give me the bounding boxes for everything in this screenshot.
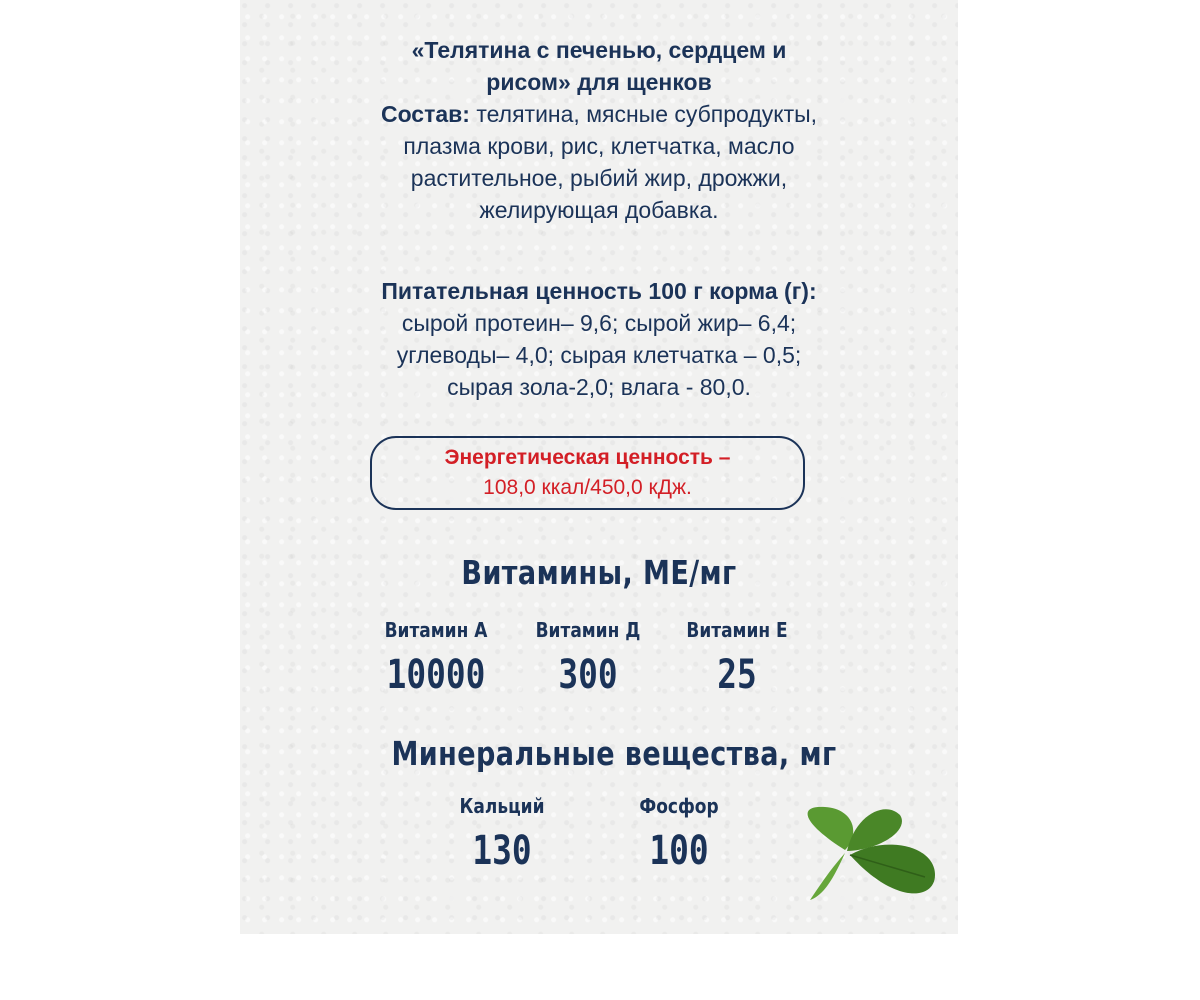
leaf-4 [810, 853, 845, 900]
product-title-line2: рисом» для щенков [486, 69, 712, 95]
vitamin-a [351, 618, 521, 698]
phosphorus-value: 100 [649, 828, 709, 874]
phosphorus-label: Фосфор [639, 794, 719, 818]
mineral-calcium [417, 794, 587, 874]
composition-line2: плазма крови, рис, клетчатка, масло [403, 133, 795, 159]
calcium-label: Кальций [459, 794, 545, 818]
nutrition-heading: Питательная ценность 100 г корма (г): [381, 278, 817, 304]
vitamin-d-value: 300 [558, 652, 618, 698]
energy-box [370, 436, 805, 510]
composition-line3: растительное, рыбий жир, дрожжи, [410, 165, 788, 191]
leaf-1 [808, 807, 854, 850]
vitamins-heading: Витамины, МЕ/мг [461, 553, 737, 592]
vitamin-a-value: 10000 [386, 652, 486, 698]
composition-section [240, 34, 958, 226]
vitamin-e-label: Витамин Е [686, 618, 788, 642]
minerals-heading: Минеральные вещества, мг [391, 734, 837, 773]
nutrition-section [240, 275, 958, 403]
leaf-3 [850, 845, 935, 894]
vitamin-d-label: Витамин Д [535, 618, 641, 642]
nutrition-line2: углеводы– 4,0; сырая клетчатка – 0,5; [396, 342, 802, 368]
vitamin-d [503, 618, 673, 698]
composition-label: Состав: [380, 101, 470, 127]
vitamin-a-label: Витамин А [384, 618, 488, 642]
calcium-value: 130 [472, 828, 532, 874]
energy-label: Энергетическая ценность – [444, 446, 731, 469]
basil-leaf-icon [785, 795, 955, 905]
composition-line4: желирующая добавка. [479, 197, 719, 223]
composition-line1 [240, 98, 958, 130]
vitamin-e-value: 25 [717, 652, 757, 698]
mineral-phosphorus [594, 794, 764, 874]
composition-text1: телятина, мясные субпродукты, [469, 101, 818, 127]
product-title-line1: «Телятина с печенью, сердцем и [411, 37, 787, 63]
vitamin-e [652, 618, 822, 698]
product-info-card [240, 0, 958, 934]
nutrition-line1: сырой протеин– 9,6; сырой жир– 6,4; [401, 310, 797, 336]
energy-value: 108,0 ккал/450,0 кДж. [483, 476, 692, 499]
nutrition-line3: сырая зола-2,0; влага - 80,0. [447, 374, 751, 400]
